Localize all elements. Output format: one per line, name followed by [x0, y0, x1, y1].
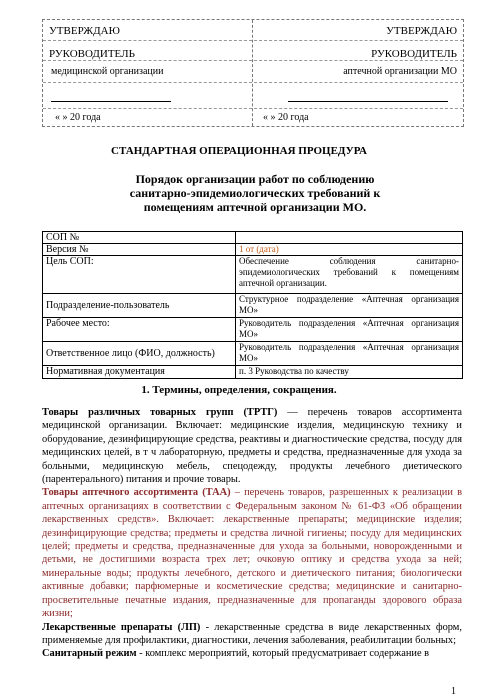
paragraph-trtg	[42, 406, 462, 486]
table-row	[43, 318, 463, 342]
right-org-label: аптечной организации МО	[343, 66, 457, 77]
approval-block	[42, 19, 464, 127]
responsible-value: Руководитель подразделения «Аптечная организация МО»	[236, 342, 463, 366]
goal-label: Цель СОП:	[43, 256, 236, 294]
table-row	[43, 342, 463, 366]
left-org-label: медицинской организации	[51, 66, 164, 77]
paragraph-sanitary	[42, 647, 462, 660]
paragraph-lp	[42, 621, 462, 648]
table-row	[43, 256, 463, 294]
regulations-value: п. 3 Руководства по качеству	[236, 366, 463, 379]
sop-info-table	[42, 231, 463, 379]
right-date-label: « » 20 года	[263, 112, 309, 123]
left-role-label: РУКОВОДИТЕЛЬ	[49, 48, 135, 60]
right-role-label: РУКОВОДИТЕЛЬ	[371, 48, 457, 60]
document-subtitle: Порядок организации работ по соблюдению санитарно-эпидемиологических требований к помещениям аптечной организации МО.	[129, 172, 381, 214]
regulations-label: Нормативная документация	[43, 366, 236, 379]
section-body	[42, 406, 462, 661]
workplace-label: Рабочее место:	[43, 318, 236, 342]
definition-sanitary: - комплекс мероприятий, который предусматривает содержание в	[136, 648, 430, 660]
sop-number-value	[236, 232, 463, 244]
term-lp: Лекарственные препараты (ЛП)	[42, 621, 201, 633]
user-unit-label: Подразделение-пользователь	[43, 294, 236, 318]
approval-divider	[252, 20, 253, 126]
sop-number-label: СОП №	[43, 232, 236, 244]
user-unit-value: Структурное подразделение «Аптечная организация МО»	[236, 294, 463, 318]
left-signature-line	[51, 101, 171, 102]
version-number: 1	[239, 244, 244, 254]
term-taa: Товары аптечного ассортимента (ТАА)	[42, 487, 231, 499]
table-row	[43, 366, 463, 379]
document-title: СТАНДАРТНАЯ ОПЕРАЦИОННАЯ ПРОЦЕДУРА	[111, 145, 367, 157]
term-sanitary: Санитарный режим	[42, 648, 137, 660]
right-approve-label: УТВЕРЖДАЮ	[386, 25, 457, 37]
left-date-label: « » 20 года	[55, 112, 101, 123]
right-signature-line	[288, 101, 448, 102]
table-row	[43, 244, 463, 256]
definition-taa: – перечень товаров, разрешенных к реализации в аптечных организациях в соответствии с Федеральным законом № 61-ФЗ «Об обращении лекарственных средств». Включает: лекарственные препараты; медицинские изделия; дезинфицирующие средства; предметы и средства личной гигиены; посуду для медицинских целей; предметы и средства, предназначенные для ухода за больными, новорожденными и детьми, не достигшими возраста трех лет; очковую оптику и средства ухода за ней; минеральные воды; продукты лечебного, детского и диетического питания; биологически активные добавки; парфюмерные и косметические средства; медицинские и санитарно-просветительные печатные издания, предназначенные для пропаганды здорового образа жизни;	[42, 487, 462, 620]
version-label: Версия №	[43, 244, 236, 256]
table-row	[43, 294, 463, 318]
left-approve-label: УТВЕРЖДАЮ	[49, 25, 120, 37]
table-row	[43, 232, 463, 244]
definition-lp: - лекарственные средства в виде лекарственных форм, применяемые для профилактики, диагностики, лечения заболевания, реабилитации больных;	[42, 621, 462, 646]
section-heading: 1. Термины, определения, сокращения.	[141, 384, 337, 396]
version-value	[236, 244, 463, 256]
responsible-label: Ответственное лицо (ФИО, должность)	[43, 342, 236, 366]
workplace-value: Руководитель подразделения «Аптечная организация МО»	[236, 318, 463, 342]
paragraph-taa	[42, 486, 462, 620]
definition-trtg: — перечень товаров ассортимента медицинской организации. Включает: медицинские изделия, медицинскую технику и оборудование, дезинфицирующие средства, реактивы и диагностические средства, посуду для медицинских целей, в т ч лабораторную, предметы и средства, предназначенные для ухода за больными, медицинскую мебель, спецодежду, продукты лечебного диетического (парентерального) питания и прочие товары.	[42, 407, 462, 486]
term-trtg: Товары различных товарных групп (ТРТГ)	[42, 407, 278, 418]
goal-value: Обеспечение соблюдения санитарно-эпидемиологических требований к помещениям аптечной организации.	[236, 256, 463, 294]
version-date: от (дата)	[243, 244, 279, 254]
page-number: 1	[451, 686, 456, 697]
